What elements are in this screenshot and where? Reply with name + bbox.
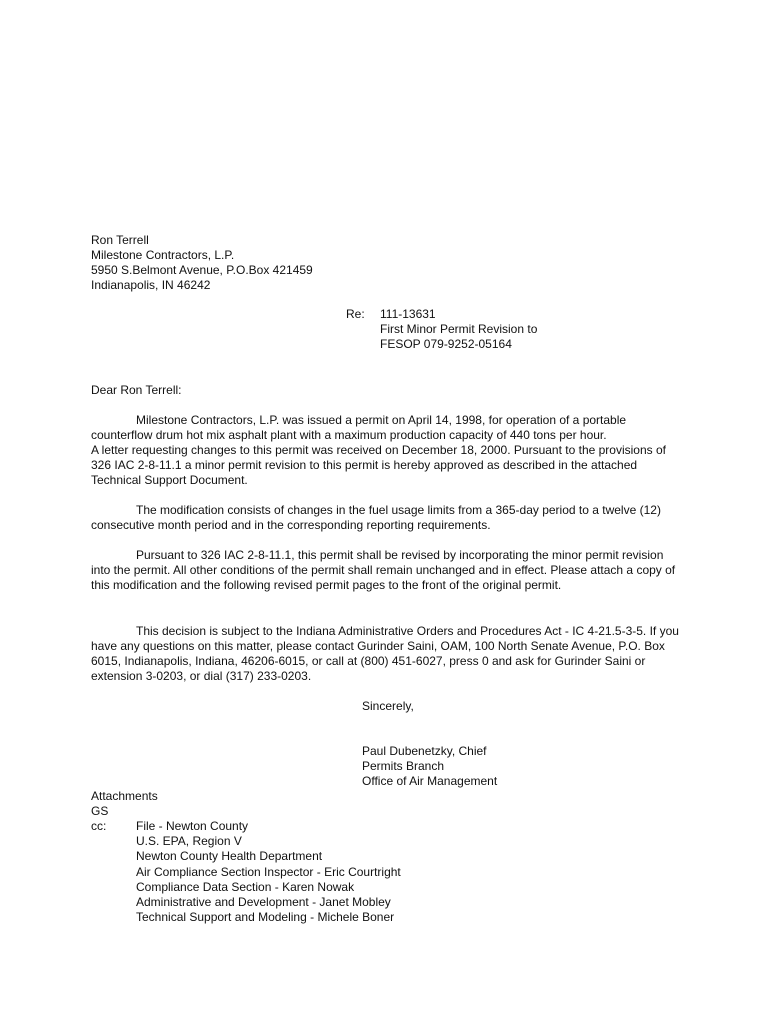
re-fesop: FESOP 079-9252-05164 [380,337,512,351]
paragraph-3 [91,548,681,593]
re-block [380,307,537,352]
recipient-city: Indianapolis, IN 46242 [91,278,211,292]
paragraph-2-text: The modification consists of changes in the fuel usage limits from a 365-day period to a twelve (12) consecutive month period and in the corresponding reporting requirements. [91,503,661,532]
typist-initials: GS [91,804,109,818]
cc-item: Administrative and Development - Janet Mobley [136,895,391,910]
paragraph-1 [91,413,681,488]
signer-name: Paul Dubenetzky, Chief [362,744,487,758]
re-subject: First Minor Permit Revision to [380,322,538,336]
re-permit-number: 111-13631 [380,307,436,321]
paragraph-1b-text: A letter requesting changes to this permit was received on December 18, 2000. Pursuant to the provisions of 326 IAC 2-8-11.1 a minor permit revision to this permit is hereby approved as described in the attached Technical Support Document. [91,443,666,487]
paragraph-2 [91,503,681,533]
signature-block [362,744,497,789]
attachments-label: Attachments [91,789,158,803]
cc-item: Technical Support and Modeling - Michele Boner [136,910,395,925]
recipient-company: Milestone Contractors, L.P. [91,248,235,262]
re-label: Re: [346,307,365,321]
paragraph-3-text: Pursuant to 326 IAC 2-8-11.1, this permit shall be revised by incorporating the minor permit revision into the permit. All other conditions of the permit shall remain unchanged and in effect. Please attach a copy of this modification and the following revised permit pages to the front of the original permit. [91,548,676,592]
paragraph-4 [91,624,681,684]
cc-list [136,819,401,925]
cc-item: U.S. EPA, Region V [136,834,242,849]
cc-label: cc: [91,819,107,833]
recipient-name: Ron Terrell [91,233,149,247]
paragraph-4-text: This decision is subject to the Indiana Administrative Orders and Procedures Act - IC 4-21.5-3-5. If you have any questions on this matter, please contact Gurinder Saini, OAM, 100 North Senate Avenue, P.O. Box 6015, Indianapolis, Indiana, 46206-6015, or call at (800) 451-6027, press 0 and ask for Gurinder Saini or extension 3-0203, or dial (317) 233-0203. [91,624,679,683]
signer-office: Office of Air Management [362,774,498,788]
cc-item: Air Compliance Section Inspector - Eric Courtright [136,864,401,879]
recipient-street: 5950 S.Belmont Avenue, P.O.Box 421459 [91,263,313,277]
salutation: Dear Ron Terrell: [91,383,182,397]
cc-item: File - Newton County [136,819,249,833]
signer-branch: Permits Branch [362,759,445,773]
paragraph-1a-text: Milestone Contractors, L.P. was issued a permit on April 14, 1998, for operation of a portable counterflow drum hot mix asphalt plant with a maximum production capacity of 440 tons per hour. [91,413,627,442]
cc-item: Newton County Health Department [136,849,323,864]
closing-sincerely: Sincerely, [362,699,414,713]
cc-item: Compliance Data Section - Karen Nowak [136,879,355,894]
